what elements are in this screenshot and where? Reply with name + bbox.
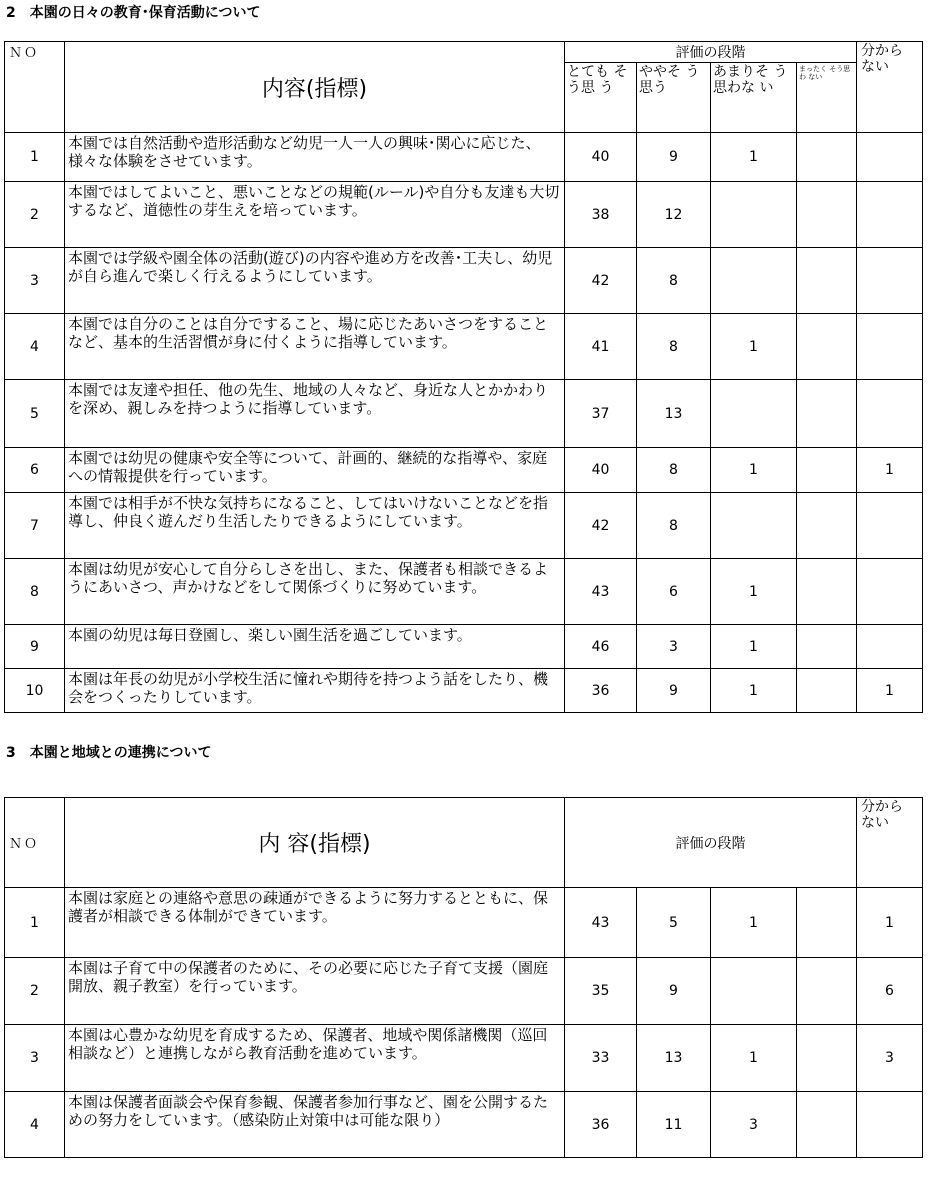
value-not-much xyxy=(711,493,797,559)
value-somewhat: 5 xyxy=(637,888,711,958)
value-unknown xyxy=(857,1092,923,1158)
value-not-at-all xyxy=(797,559,857,625)
value-not-much: 1 xyxy=(711,888,797,958)
value-somewhat: 8 xyxy=(637,248,711,314)
value-unknown: 1 xyxy=(857,669,923,713)
row-content: 本園は子育て中の保護者のために、その必要に応じた子育て支援（園庭開放、親子教室）を行っています。 xyxy=(65,958,565,1025)
value-very-much: 36 xyxy=(565,669,637,713)
value-not-at-all xyxy=(797,1025,857,1092)
value-unknown xyxy=(857,559,923,625)
row-number: 8 xyxy=(5,559,65,625)
header-level-1: とても そ う思 う xyxy=(565,63,637,133)
table-row xyxy=(5,1025,923,1092)
row-number: 5 xyxy=(5,380,65,448)
section2-heading: 2 本園の日々の教育･保育活動について xyxy=(6,5,261,21)
value-not-much: 1 xyxy=(711,625,797,669)
table-row xyxy=(5,888,923,958)
header-level-3: あまりそ う思わな い xyxy=(711,63,797,133)
value-very-much: 43 xyxy=(565,888,637,958)
table-row xyxy=(5,182,923,248)
header-eval: 評価の段階 xyxy=(565,42,857,63)
value-very-much: 42 xyxy=(565,493,637,559)
value-not-much xyxy=(711,380,797,448)
table-row xyxy=(5,559,923,625)
value-not-at-all xyxy=(797,1092,857,1158)
row-content: 本園は幼児が安心して自分らしさを出し、また、保護者も相談できるようにあいさつ、声かけなどをして関係づくりに努めています。 xyxy=(65,559,565,625)
value-not-at-all xyxy=(797,314,857,380)
value-very-much: 37 xyxy=(565,380,637,448)
value-not-much: 1 xyxy=(711,669,797,713)
header-no: ＮＯ xyxy=(5,798,65,888)
table-row xyxy=(5,314,923,380)
value-unknown: 6 xyxy=(857,958,923,1025)
value-very-much: 40 xyxy=(565,133,637,182)
value-very-much: 38 xyxy=(565,182,637,248)
header-level-2: ややそ う 思う xyxy=(637,63,711,133)
row-content: 本園では幼児の健康や安全等について、計画的、継続的な指導や、家庭への情報提供を行っています。 xyxy=(65,448,565,493)
value-somewhat: 11 xyxy=(637,1092,711,1158)
value-not-much: 1 xyxy=(711,559,797,625)
value-not-much: 3 xyxy=(711,1092,797,1158)
value-somewhat: 8 xyxy=(637,493,711,559)
header-unknown: 分から ない xyxy=(857,42,923,133)
value-somewhat: 9 xyxy=(637,133,711,182)
row-number: 1 xyxy=(5,888,65,958)
section3-table xyxy=(4,797,923,1158)
row-number: 9 xyxy=(5,625,65,669)
row-number: 4 xyxy=(5,1092,65,1158)
value-not-much xyxy=(711,248,797,314)
table-row xyxy=(5,958,923,1025)
value-very-much: 43 xyxy=(565,559,637,625)
value-not-at-all xyxy=(797,669,857,713)
value-somewhat: 13 xyxy=(637,1025,711,1092)
value-unknown xyxy=(857,493,923,559)
table-row xyxy=(5,625,923,669)
value-unknown: 1 xyxy=(857,888,923,958)
value-very-much: 36 xyxy=(565,1092,637,1158)
row-content: 本園は心豊かな幼児を育成するため、保護者、地域や関係諸機関（巡回相談など）と連携しながら教育活動を進めています。 xyxy=(65,1025,565,1092)
value-somewhat: 8 xyxy=(637,448,711,493)
header-no: ＮＯ xyxy=(5,42,65,133)
value-very-much: 33 xyxy=(565,1025,637,1092)
value-not-at-all xyxy=(797,625,857,669)
row-content: 本園は年長の幼児が小学校生活に憧れや期待を持つよう話をしたり、機会をつくったりしています。 xyxy=(65,669,565,713)
row-content: 本園ではしてよいこと、悪いことなどの規範(ルール)や自分も友達も大切するなど、道徳性の芽生えを培っています。 xyxy=(65,182,565,248)
value-somewhat: 3 xyxy=(637,625,711,669)
row-number: 2 xyxy=(5,182,65,248)
value-very-much: 42 xyxy=(565,248,637,314)
header-content: 内 容(指標) xyxy=(65,798,565,888)
value-very-much: 35 xyxy=(565,958,637,1025)
row-number: 3 xyxy=(5,1025,65,1092)
value-not-much: 1 xyxy=(711,314,797,380)
value-not-at-all xyxy=(797,248,857,314)
table-row xyxy=(5,493,923,559)
row-content: 本園は保護者面談会や保育参観、保護者参加行事など、園を公開するための努力をしています。（感染防止対策中は可能な限り） xyxy=(65,1092,565,1158)
header-level-4: まったく そう思わ ない xyxy=(797,63,857,133)
row-number: 7 xyxy=(5,493,65,559)
row-content: 本園は家庭との連絡や意思の疎通ができるように努力するとともに、保護者が相談できる体制ができています。 xyxy=(65,888,565,958)
value-not-at-all xyxy=(797,958,857,1025)
value-not-at-all xyxy=(797,448,857,493)
value-not-at-all xyxy=(797,380,857,448)
table-row xyxy=(5,669,923,713)
value-unknown xyxy=(857,380,923,448)
value-unknown xyxy=(857,625,923,669)
value-somewhat: 13 xyxy=(637,380,711,448)
value-somewhat: 9 xyxy=(637,669,711,713)
value-not-much: 1 xyxy=(711,448,797,493)
value-not-at-all xyxy=(797,493,857,559)
value-very-much: 46 xyxy=(565,625,637,669)
section3-heading: 3 本園と地域との連携について xyxy=(6,745,212,761)
value-not-much: 1 xyxy=(711,1025,797,1092)
header-content: 内容(指標) xyxy=(65,42,565,133)
value-somewhat: 9 xyxy=(637,958,711,1025)
row-number: 6 xyxy=(5,448,65,493)
header-unknown: 分から ない xyxy=(857,798,923,888)
value-not-at-all xyxy=(797,182,857,248)
row-number: 3 xyxy=(5,248,65,314)
row-content: 本園では友達や担任、他の先生、地域の人々など、身近な人とかかわりを深め、親しみを持つように指導しています。 xyxy=(65,380,565,448)
value-unknown xyxy=(857,182,923,248)
value-not-much: 1 xyxy=(711,133,797,182)
header-eval: 評価の段階 xyxy=(565,798,857,888)
value-somewhat: 12 xyxy=(637,182,711,248)
table-row xyxy=(5,380,923,448)
row-number: 1 xyxy=(5,133,65,182)
table-row xyxy=(5,1092,923,1158)
value-not-at-all xyxy=(797,133,857,182)
section2-table xyxy=(4,41,923,713)
value-somewhat: 8 xyxy=(637,314,711,380)
row-number: 2 xyxy=(5,958,65,1025)
table-row xyxy=(5,448,923,493)
value-somewhat: 6 xyxy=(637,559,711,625)
row-content: 本園の幼児は毎日登園し、楽しい園生活を過ごしています。 xyxy=(65,625,565,669)
row-number: 10 xyxy=(5,669,65,713)
row-content: 本園では自然活動や造形活動など幼児一人一人の興味･関心に応じた、様々な体験をさせています。 xyxy=(65,133,565,182)
value-unknown xyxy=(857,133,923,182)
table-row xyxy=(5,133,923,182)
table-row xyxy=(5,248,923,314)
value-unknown xyxy=(857,314,923,380)
row-number: 4 xyxy=(5,314,65,380)
value-unknown: 3 xyxy=(857,1025,923,1092)
value-not-much xyxy=(711,182,797,248)
row-content: 本園では自分のことは自分ですること、場に応じたあいさつをすることなど、基本的生活習慣が身に付くように指導しています。 xyxy=(65,314,565,380)
row-content: 本園では相手が不快な気持ちになること、してはいけないことなどを指導し、仲良く遊んだり生活したりできるようにしています。 xyxy=(65,493,565,559)
value-very-much: 40 xyxy=(565,448,637,493)
row-content: 本園では学級や園全体の活動(遊び)の内容や進め方を改善･工夫し、幼児が自ら進んで楽しく行えるようにしています。 xyxy=(65,248,565,314)
value-not-at-all xyxy=(797,888,857,958)
value-very-much: 41 xyxy=(565,314,637,380)
value-unknown xyxy=(857,248,923,314)
value-unknown: 1 xyxy=(857,448,923,493)
value-not-much xyxy=(711,958,797,1025)
